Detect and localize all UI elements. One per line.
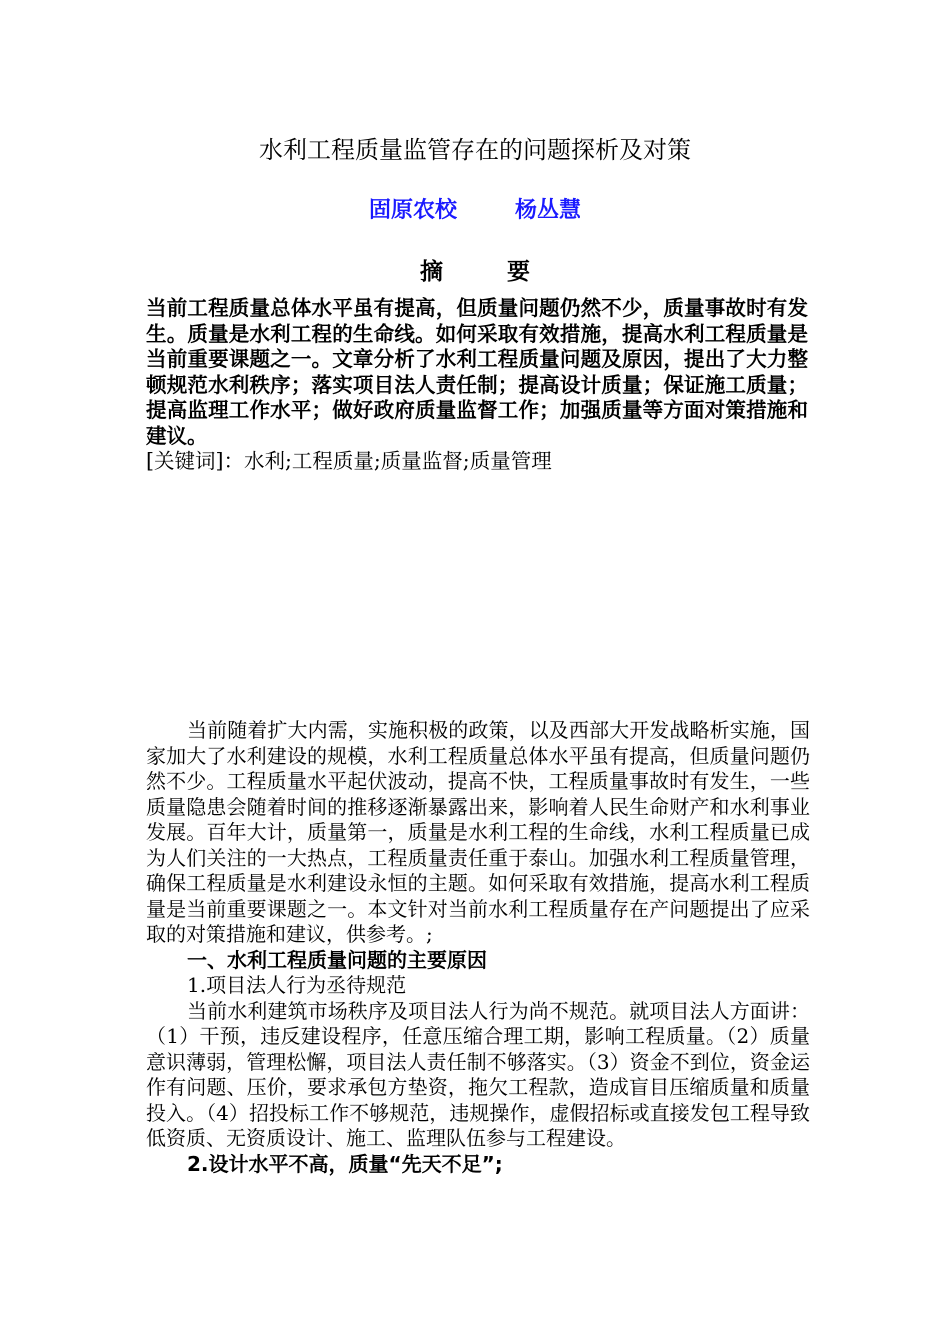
subsection-paragraph-1: 当前水利建筑市场秩序及项目法人行为尚不规范。就项目法人方面讲：（1）干预，违反建设程序，任意压缩合理工期，影响工程质量。（2）质量意识薄弱，管理松懈，项目法人责任制不够落实。（3）资金不到位，资金运作有问题、压价，要求承包方垫资，拖欠工程款，造成盲目压缩质量和质量投入。（4）招投标工作不够规范，违规操作，虚假招标或直接发包工程导致低资质、无资质设计、施工、监理队伍参与工程建设。 — [146, 998, 810, 1150]
subsection-heading-1: 1.项目法人行为丞待规范 — [187, 973, 407, 997]
author-name: 杨丛慧 — [515, 198, 582, 223]
keywords-line: [关键词]：水利;工程质量;质量监督;质量管理 — [146, 449, 552, 473]
section-heading-1: 一、水利工程质量问题的主要原因 — [187, 947, 487, 972]
paper-title: 水利工程质量监管存在的问题探析及对策 — [259, 136, 691, 164]
author-affiliation: 固原农校 — [368, 198, 457, 223]
subsection-heading-2: 2.设计水平不高，质量“先天不足”; — [187, 1151, 503, 1176]
abstract-heading: 摘 要 — [419, 258, 558, 285]
abstract-text: 当前工程质量总体水平虽有提高，但质量问题仍然不少，质量事故时有发生。质量是水利工程的生命线。如何采取有效措施，提高水利工程质量是当前重要课题之一。文章分析了水利工程质量问题及原因，提出了大力整顿规范水利秩序；落实项目法人责任制；提高设计质量；保证施工质量；提高监理工作水平；做好政府质量监督工作；加强质量等方面对策措施和建议。 — [146, 296, 808, 448]
body-text — [146, 718, 810, 1177]
author-line — [0, 196, 950, 226]
intro-paragraph: 当前随着扩大内需，实施积极的政策，以及西部大开发战略析实施，国家加大了水利建设的规模，水利工程质量总体水平虽有提高，但质量问题仍然不少。工程质量水平起伏波动，提高不快，工程质量事故时有发生，一些质量隐患会随着时间的推移逐渐暴露出来，影响着人民生命财产和水利事业发展。百年大计，质量第一，质量是水利工程的生命线，水利工程质量已成为人们关注的一大热点，工程质量责任重于泰山。加强水利工程质量管理，确保工程质量是水利建设永恒的主题。如何采取有效措施，提高水利工程质量是当前重要课题之一。本文针对当前水利工程质量存在产问题提出了应采取的对策措施和建议，供参考。; — [146, 718, 810, 946]
